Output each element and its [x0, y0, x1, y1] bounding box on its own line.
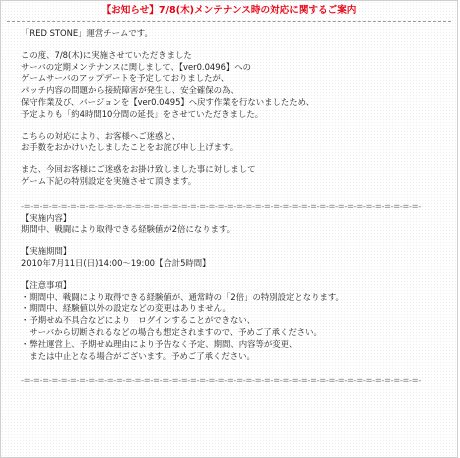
notes-line: ・予期せぬ不具合などにより ログインすることができない、: [21, 315, 256, 326]
section-separator: -=-=-=-=-=-=-=-=-=-=-=-=-=-=-=-=-=-=-=-=-=-=-=-=-=-=-=-=-=-=-=-=-=-=-=-=-=-=-=-=-=-=-=-: [21, 375, 421, 386]
intro-line: パッチ内容の問題から接続障害が発生し、安全確保の為、: [21, 85, 239, 96]
section-separator: -=-=-=-=-=-=-=-=-=-=-=-=-=-=-=-=-=-=-=-=-=-=-=-=-=-=-=-=-=-=-=-=-=-=-=-=-=-=-=-=-=-=-=-: [21, 200, 421, 211]
intro-line: サーバの定期メンテナンスに関しまして、【ver0.0496】への: [21, 61, 252, 72]
period-heading: 【実施期間】: [21, 246, 72, 257]
notes-line: ・期間中、戦闘により取得できる経験値が、通常時の「2倍」の特別設定となります。: [21, 291, 344, 302]
intro-line: ゲームサーバのアップデートを予定しておりましたが、: [21, 73, 230, 84]
notes-line: サーバから切断されるなどの場合も想定されますので、予めご了承ください。: [21, 326, 322, 337]
intro-line: 保守作業及び、バージョンを【ver0.0495】へ戻す作業を行ないましたため、: [21, 96, 315, 107]
notes-line: ・期間中、経験値以外の設定などの変更はありません。: [21, 303, 231, 314]
compensation-line: また、今回お客様にご迷惑をお掛け致しました事に対しまして: [21, 164, 256, 175]
content-text: 期間中、戦闘により取得できる経験値が2倍になります。: [21, 224, 236, 235]
intro-line: 予定よりも「約4時間10分間の延長」をさせていただきました。: [21, 108, 264, 119]
apology-line: お手数をおかけいたしましたことをお詫び申し上げます。: [21, 142, 239, 153]
notes-line: ・弊社運営上、予期せぬ理由により予告なく予定、期間、内容等が変更、: [21, 338, 298, 349]
compensation-line: ゲーム下記の特別設定を実施させて頂きます。: [21, 175, 197, 186]
notice-body: [1, 22, 457, 387]
notice-title: 【お知らせ】7/8(木)メンテナンス時の対応に関するご案内: [101, 5, 357, 16]
greeting-text: 「RED STONE」運営チームです。: [21, 28, 153, 38]
apology-line: こちらの対応により、お客様へご迷惑と、: [21, 130, 181, 141]
notes-line: または中止となる場合がございます。予めご了承ください。: [21, 350, 255, 361]
notes-heading: 【注意事項】: [21, 279, 72, 290]
intro-line: この度、7/8(木)に実施させていただきました: [21, 49, 192, 60]
period-text: 2010年7月11日(日)14:00～19:00【合計5時間】: [21, 257, 211, 268]
content-heading: 【実施内容】: [21, 212, 72, 223]
